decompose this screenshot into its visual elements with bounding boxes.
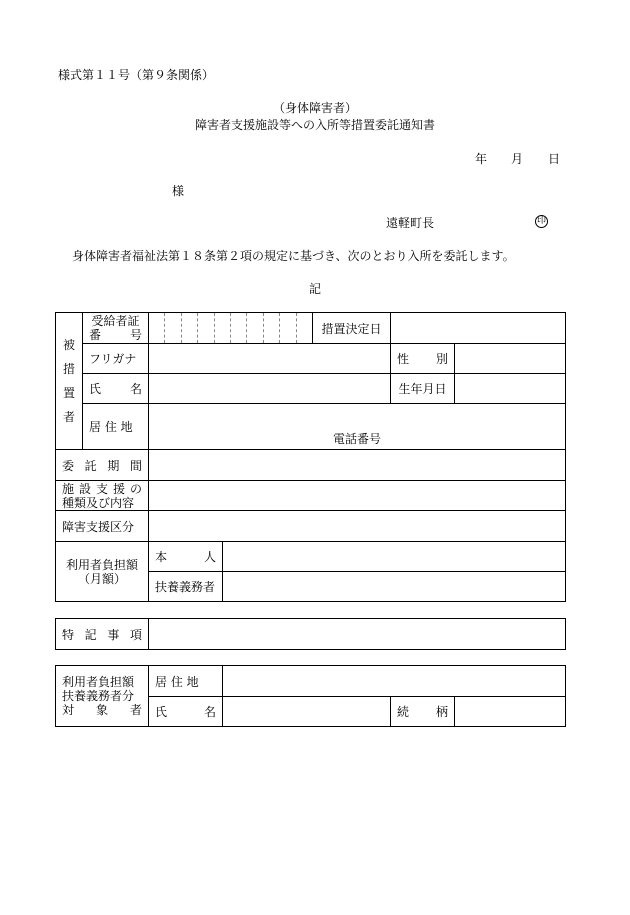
supporter-label: 扶養義務者 bbox=[149, 572, 223, 602]
date-year-label: 年 bbox=[475, 152, 488, 166]
subject-person-header: 被 措 置 者 bbox=[56, 313, 83, 450]
main-form-table bbox=[55, 312, 566, 602]
notice-body-text: 身体障害者福祉法第１８条第２項の規定に基づき、次のとおり入所を委託します。 bbox=[72, 249, 515, 263]
special-notes-label: 特 記 事 項 bbox=[56, 619, 149, 650]
supporter-name-label: 氏 名 bbox=[149, 697, 223, 727]
self-label: 本 人 bbox=[149, 542, 223, 572]
gender-label: 性 別 bbox=[391, 344, 455, 374]
relation-label: 続 柄 bbox=[391, 697, 455, 727]
relation-field[interactable] bbox=[455, 697, 566, 727]
form-number: 様式第１１号（第９条関係） bbox=[58, 68, 215, 82]
user-burden-label: 利用者負担額 （月額） bbox=[56, 542, 149, 602]
decision-date-label: 措置決定日 bbox=[313, 313, 391, 344]
seal-mark: 印 bbox=[536, 216, 546, 226]
self-burden-field[interactable] bbox=[223, 542, 566, 572]
supporter-address-field[interactable] bbox=[223, 666, 566, 697]
supporter-name-field[interactable] bbox=[223, 697, 391, 727]
commission-period-label: 委 託 期 間 bbox=[56, 450, 149, 481]
special-notes-table bbox=[55, 618, 566, 650]
name-field[interactable] bbox=[149, 374, 391, 404]
supporter-burden-field[interactable] bbox=[223, 572, 566, 602]
recipient-suffix: 様 bbox=[172, 184, 185, 198]
date-day-label: 日 bbox=[548, 152, 561, 166]
form-subtitle: （身体障害者） bbox=[272, 101, 357, 115]
address-field[interactable] bbox=[149, 404, 566, 450]
supporter-target-table bbox=[55, 665, 566, 727]
ki-heading: 記 bbox=[308, 282, 321, 296]
birthdate-field[interactable] bbox=[455, 374, 566, 404]
furigana-field[interactable] bbox=[149, 344, 391, 374]
furigana-label: フリガナ bbox=[83, 344, 149, 374]
issuer-name: 遠軽町長 bbox=[386, 216, 435, 230]
name-label: 氏 名 bbox=[83, 374, 149, 404]
birthdate-label: 生年月日 bbox=[391, 374, 455, 404]
supporter-target-label: 利用者負担額 扶養義務者分 対 象 者 bbox=[56, 666, 149, 727]
special-notes-field[interactable] bbox=[149, 619, 566, 650]
supporter-address-label: 居 住 地 bbox=[149, 666, 223, 697]
facility-support-label: 施 設 支 援 の 種類及び内容 bbox=[56, 481, 149, 511]
support-class-field[interactable] bbox=[149, 511, 566, 542]
phone-label: 電話番号 bbox=[332, 432, 381, 446]
date-month-label: 月 bbox=[511, 152, 524, 166]
certificate-number-field[interactable] bbox=[149, 313, 313, 344]
address-label: 居 住 地 bbox=[83, 404, 149, 450]
commission-period-field[interactable] bbox=[149, 450, 566, 481]
support-class-label: 障害支援区分 bbox=[56, 511, 149, 542]
form-title: 障害者支援施設等への入所等措置委託通知書 bbox=[194, 118, 435, 132]
gender-field[interactable] bbox=[455, 344, 566, 374]
facility-support-field[interactable] bbox=[149, 481, 566, 511]
decision-date-field[interactable] bbox=[391, 313, 566, 344]
certificate-number-label: 受給者証 番 号 bbox=[83, 313, 149, 344]
